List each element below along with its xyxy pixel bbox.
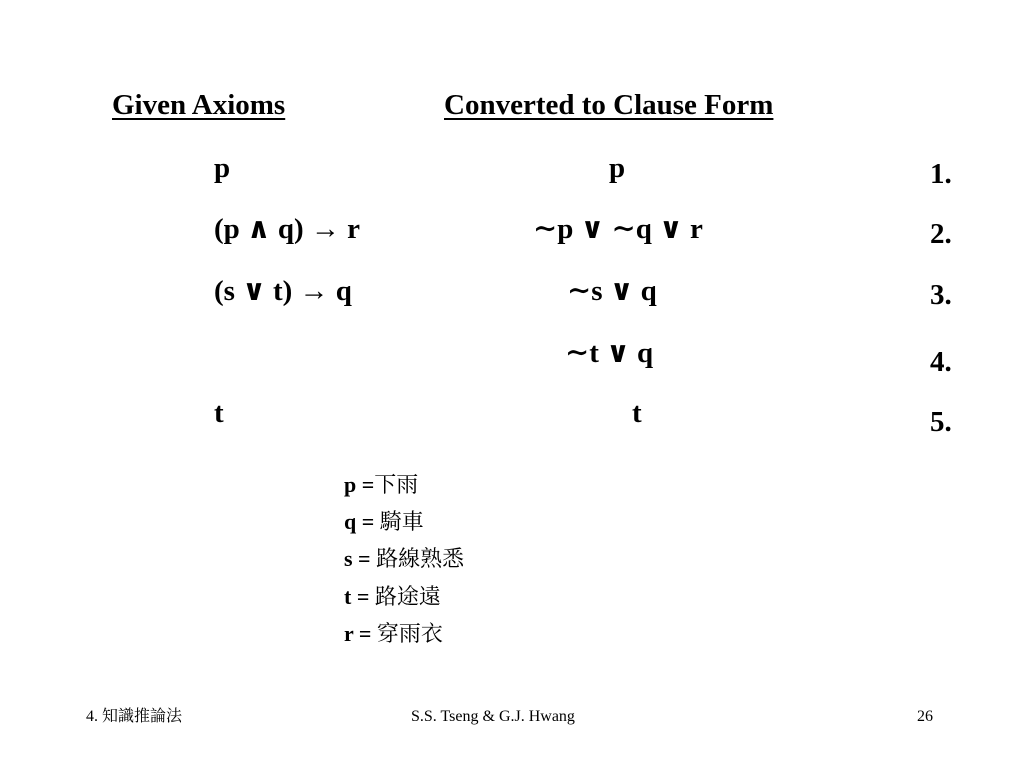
legend-item — [344, 548, 464, 571]
clause-form-header: Converted to Clause Form — [444, 89, 774, 121]
footer-chapter: 4. 知識推論法 — [86, 708, 183, 725]
legend-meaning: 路線熟悉 — [376, 547, 465, 572]
clause: t — [632, 397, 642, 429]
given-axiom: (s ∨ t) → q — [214, 275, 352, 307]
clause: ∼s ∨ q — [567, 275, 657, 307]
legend-item — [344, 474, 418, 497]
clause-number: 1. — [930, 158, 952, 190]
legend-meaning: 下雨 — [374, 473, 419, 498]
clause: ∼p ∨ ∼q ∨ r — [533, 213, 703, 245]
given-axioms-header: Given Axioms — [112, 89, 286, 121]
footer-authors: S.S. Tseng & G.J. Hwang — [411, 708, 575, 725]
clause: ∼t ∨ q — [565, 337, 654, 369]
legend-item — [344, 586, 441, 609]
legend-item — [344, 623, 443, 646]
clause: p — [609, 152, 626, 184]
legend-meaning: 騎車 — [379, 510, 424, 535]
given-axiom: (p ∧ q) → r — [214, 213, 360, 245]
given-axiom: p — [214, 152, 231, 184]
legend-meaning: 穿雨衣 — [376, 622, 443, 647]
legend-variable: t = — [344, 584, 375, 609]
legend-variable: p = — [344, 472, 375, 497]
given-axiom: t — [214, 397, 224, 429]
clause-number: 4. — [930, 346, 952, 378]
clause-number: 2. — [930, 218, 952, 250]
legend-variable: r = — [344, 621, 377, 646]
legend-variable: q = — [344, 509, 380, 534]
clause-number: 3. — [930, 279, 952, 311]
legend-variable: s = — [344, 546, 377, 571]
legend-meaning: 路途遠 — [374, 585, 441, 610]
legend-item — [344, 511, 424, 534]
clause-number: 5. — [930, 406, 952, 438]
footer-page-number: 26 — [917, 708, 933, 725]
